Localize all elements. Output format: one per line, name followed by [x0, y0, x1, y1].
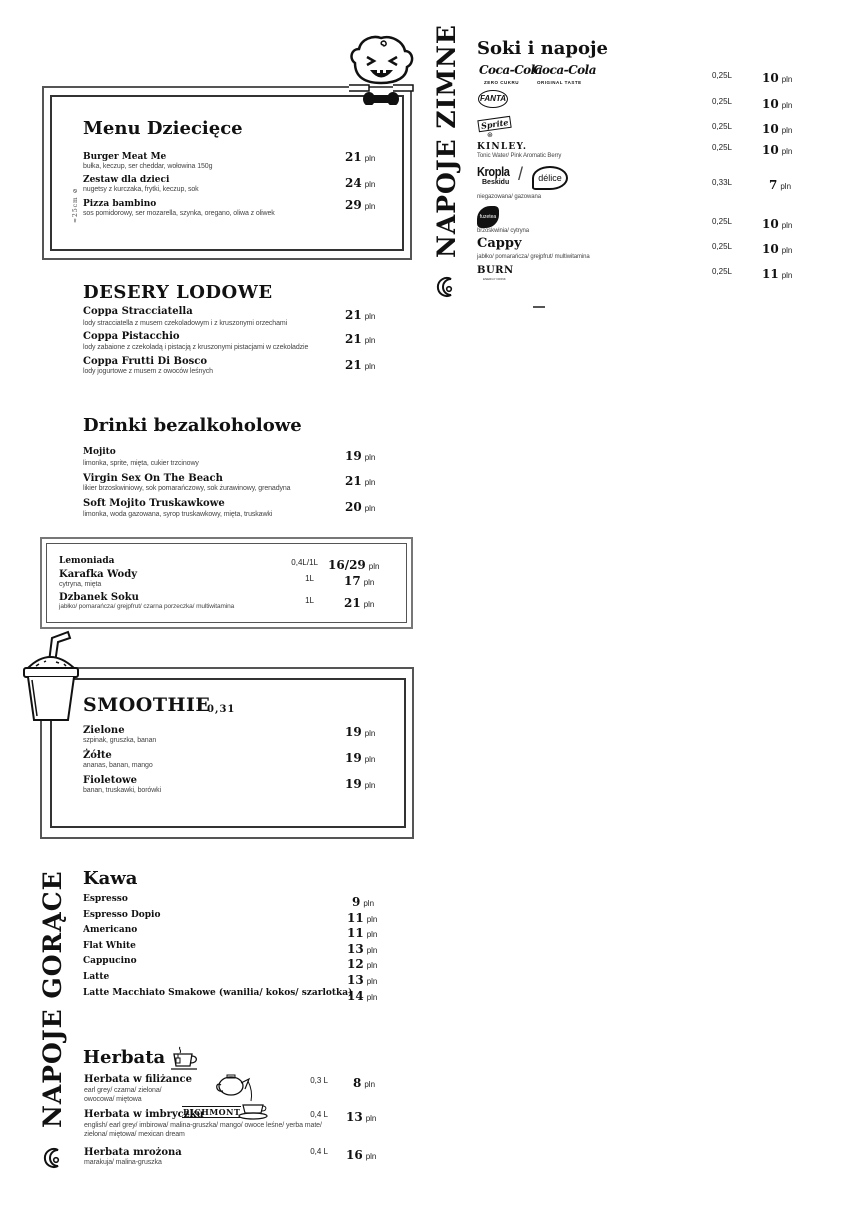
item-name: Lemoniada [59, 556, 115, 566]
item-description: banan, truskawki, borówki [83, 787, 162, 794]
item-price: 10 pln [762, 97, 793, 111]
item-description: earl grey/ czarna/ zielona/ [84, 1087, 162, 1094]
sprite-symbol-icon: ⊛ [487, 132, 493, 139]
item-description: sos pomidorowy, ser mozarella, szynka, oregano, oliwa z oliwek [83, 210, 275, 217]
item-volume: 0,25L [711, 242, 732, 251]
cold-drinks-title: Soki i napoje [477, 38, 608, 59]
item-description: szpinak, gruszka, banan [83, 737, 157, 744]
item-volume: 0,25L [711, 143, 732, 152]
item-price: 19 pln [345, 751, 376, 765]
baby-face-icon [343, 33, 418, 105]
tea-cup-icon [170, 1044, 200, 1072]
kinley-logo: KINLEY. [477, 142, 528, 152]
item-description: owocowa/ miętowa [84, 1096, 142, 1103]
item-description: limonka, sprite, mięta, cukier trzcinowy [83, 460, 199, 467]
item-description: lody zabaione z czekoladą i pistacją z kruszonymi pistacjami w czekoladzie [83, 344, 309, 351]
decorative-dash [533, 306, 545, 308]
item-price: 8 pln [353, 1076, 376, 1090]
item-price: 19 pln [345, 777, 376, 791]
item-price: 19 pln [345, 449, 376, 463]
item-volume: 1L [305, 596, 314, 605]
richmont-brand-logo: RICHMONT [183, 1107, 241, 1117]
item-name: Flat White [83, 941, 136, 951]
item-name: Latte Macchiato Smakowe (wanilia/ kokos/ szarlotka) [83, 988, 353, 998]
fanta-logo: FANTA [478, 90, 508, 108]
item-price: 10 pln [762, 71, 793, 85]
cappy-logo: Cappy [477, 236, 522, 251]
item-name: Cappucino [83, 956, 137, 966]
item-price: 11 pln [762, 267, 793, 281]
smoothie-cup-icon [22, 628, 80, 724]
item-price: 7 pln [769, 178, 792, 192]
item-volume: 0,25L [711, 97, 732, 106]
item-price: 11 pln [347, 926, 378, 940]
logo-separator: / [518, 164, 524, 184]
item-price: 10 pln [762, 217, 793, 231]
item-volume: 1L [305, 574, 314, 583]
item-price: 13 pln [347, 973, 378, 987]
item-price: 10 pln [762, 143, 793, 157]
item-description: limonka, woda gazowana, syrop truskawkowy, mięta, truskawki [83, 511, 273, 518]
item-name: Herbata w filiżance [84, 1074, 192, 1085]
item-name: Soft Mojito Truskawkowe [83, 498, 225, 509]
item-description: cytryna, mięta [59, 581, 102, 588]
item-price: 21 pln [345, 308, 376, 322]
item-price: 21 pln [345, 358, 376, 372]
drinks-title: Drinki bezalkoholowe [83, 415, 302, 436]
item-description: likier brzoskwiniowy, sok pomarańczowy, sok żurawinowy, grenadyna [83, 485, 291, 492]
restaurant-logo-icon [435, 276, 457, 298]
item-price: 10 pln [762, 242, 793, 256]
item-description: ananas, banan, mango [83, 762, 153, 769]
item-name: Coppa Pistacchio [83, 331, 180, 342]
item-description: lody jogurtowe z musem z owoców leśnych [83, 368, 213, 375]
burn-logo: BURN [477, 265, 514, 276]
item-name: Fioletowe [83, 775, 137, 786]
burn-sub: ENERGY DRINK [483, 277, 506, 281]
item-description: nugetsy z kurczaka, frytki, keczup, sok [83, 186, 199, 193]
item-name: Americano [83, 925, 138, 935]
item-price: 21 pln [345, 474, 376, 488]
pizza-size-note: ≈25cm ⊘ [72, 187, 79, 223]
smoothie-volume: 0,31 [207, 704, 236, 715]
coca-cola-zero-sub: ZERO CUKRU [484, 80, 519, 85]
item-price: 9 pln [352, 895, 375, 909]
item-name: Burger Meat Me [83, 152, 167, 162]
item-volume: 0,3 L [310, 1076, 328, 1085]
item-price: 21 pln [344, 596, 375, 610]
kropla-delice-logo: délice [532, 166, 568, 190]
item-volume: 0,25L [711, 71, 732, 80]
item-description: lody stracciatella z musem czekoladowym i z kruszonymi orzechami [83, 320, 288, 327]
item-name: Żółte [83, 750, 112, 761]
item-name: Coppa Frutti Di Bosco [83, 356, 208, 367]
fuzetea-logo: fuzetea [477, 206, 499, 228]
hot-drinks-vertical-label: NAPOJE GORĄCE [38, 870, 67, 1128]
item-price: 24 pln [345, 176, 376, 190]
smoothie-title: SMOOTHIE [83, 694, 211, 716]
item-price: 13 pln [347, 942, 378, 956]
item-name: Dzbanek Soku [59, 592, 139, 603]
item-price: 16/29 pln [328, 558, 380, 572]
item-description: english/ earl grey/ imbirowa/ malina-gruszka/ mango/ owoce leśne/ yerba mate/ [84, 1122, 322, 1129]
item-volume: 0,25L [711, 122, 732, 131]
tea-title: Herbata [83, 1047, 166, 1068]
item-description: jabłko/ pomarańcza/ grejpfrut/ multiwitamina [477, 254, 590, 260]
item-name: Espresso Dopio [83, 910, 161, 920]
item-name: Pizza bambino [83, 199, 157, 209]
sprite-logo: Sprite [477, 116, 512, 133]
item-description: brzoskwinia/ cytryna [477, 228, 530, 234]
kropla-beskidu-logo: Kropla [477, 164, 510, 179]
item-volume: 0,4 L [310, 1147, 328, 1156]
cold-drinks-vertical-label: NAPOJE ZIMNE [432, 24, 461, 258]
item-description: bułka, keczup, ser cheddar, wołowina 150g [83, 163, 213, 170]
desserts-title: DESERY LODOWE [83, 282, 273, 303]
item-name: Zielone [83, 725, 125, 736]
item-description: marakuja/ malina-gruszka [84, 1159, 162, 1166]
item-description: niegazowana/ gazowana [477, 194, 541, 200]
item-price: 14 pln [347, 989, 378, 1003]
item-name: Mojito [83, 447, 116, 457]
item-price: 12 pln [347, 957, 378, 971]
item-name: Espresso [83, 894, 128, 904]
kropla-beskidu-sub: Beskidu [482, 179, 510, 186]
item-price: 17 pln [344, 574, 375, 588]
coca-cola-original-sub: ORIGINAL TASTE [537, 80, 582, 85]
item-description: Tonic Water/ Pink Aromatic Berry [477, 153, 562, 159]
item-price: 21 pln [345, 332, 376, 346]
item-name: Herbata mrożona [84, 1147, 182, 1158]
item-name: Coppa Stracciatella [83, 306, 193, 317]
item-price: 20 pln [345, 500, 376, 514]
coffee-title: Kawa [83, 868, 138, 889]
item-volume: 0,25L [711, 217, 732, 226]
coca-cola-original-logo: Coca-Cola [533, 63, 597, 77]
item-price: 13 pln [346, 1110, 377, 1124]
item-price: 29 pln [345, 198, 376, 212]
item-volume: 0,25L [711, 267, 732, 276]
item-description: zielona/ miętowa/ mexican dream [84, 1131, 185, 1138]
item-name: Virgin Sex On The Beach [83, 473, 223, 484]
coca-cola-zero-logo: Coca-Cola [479, 63, 543, 77]
item-name: Zestaw dla dzieci [83, 175, 170, 185]
item-name: Herbata w imbryczku [84, 1109, 204, 1120]
item-volume: 0,33L [711, 178, 732, 187]
item-price: 21 pln [345, 150, 376, 164]
item-price: 11 pln [347, 911, 378, 925]
item-volume: 0,4L/1L [291, 558, 318, 567]
item-price: 19 pln [345, 725, 376, 739]
item-price: 16 pln [346, 1148, 377, 1162]
item-volume: 0,4 L [310, 1110, 328, 1119]
item-name: Karafka Wody [59, 569, 137, 580]
item-description: jabłko/ pomarańcza/ grejpfrut/ czarna porzeczka/ multiwitamina [59, 603, 235, 610]
item-price: 10 pln [762, 122, 793, 136]
restaurant-logo-icon [42, 1147, 64, 1169]
item-name: Latte [83, 972, 110, 982]
kids-menu-title: Menu Dziecięce [83, 118, 243, 139]
